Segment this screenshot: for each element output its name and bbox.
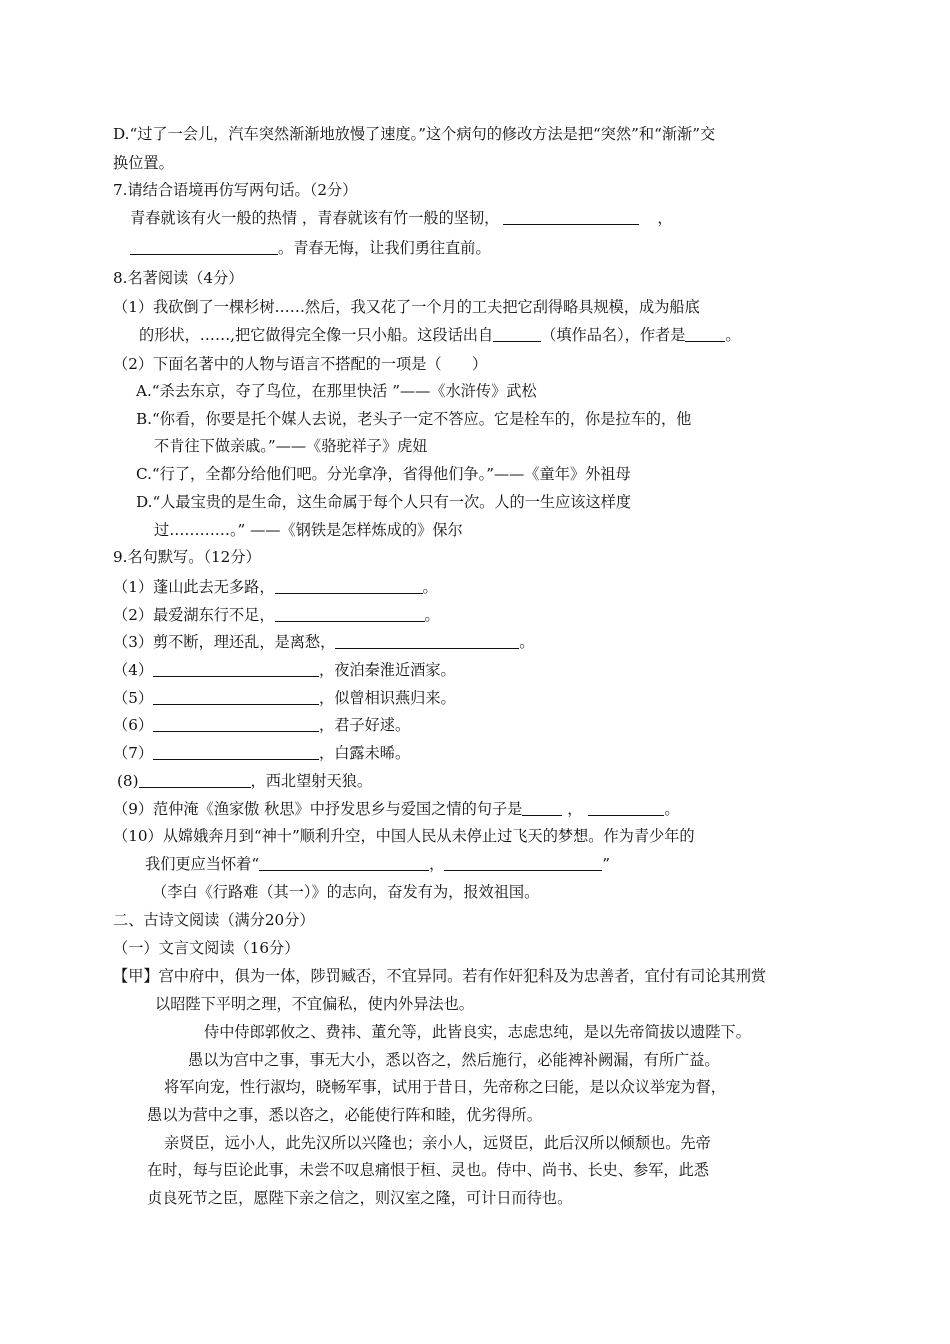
q8-option-d-line-1: D.“人最宝贵的是生命，这生命属于每个人只有一次。人的一生应该这样度 [136,493,632,511]
q9-blank-5[interactable] [153,689,319,705]
q7-line-b: 。青春无悔，让我们勇往直前。 [130,238,491,258]
q9-item-3: （3）剪不断，理还乱，是离愁， 。 [113,633,535,651]
q7-line-a: 青春就该有火一般的热情 ，青春就该有竹一般的坚韧， ， [130,209,673,227]
passage-jia-line-3: 侍中侍郎郭攸之、费祎、董允等，此皆良实，志虑忠纯，是以先帝简拔以遗陛下。 [204,1023,751,1041]
passage-jia-line-1: 【甲】宫中府中，俱为一体，陟罚臧否，不宜异同。若有作奸犯科及为忠善者，宜付有司论其刑赏 [113,967,767,985]
q9-blank-10b[interactable] [444,855,602,871]
q9-blank-3[interactable] [335,633,519,649]
q7-title: 7.请结合语境再仿写两句话。（2分） [113,181,358,199]
passage-jia-line-8: 在时，每与臣论此事，未尝不叹息痛恨于桓、灵也。侍中、尚书、长史、参军，此悉 [147,1161,709,1179]
q8-option-d-line-2: 过…………。” ——《钢铁是怎样炼成的》保尔 [154,521,463,539]
q9-item-5: （5） ，似曾相识燕归来。 [113,689,456,707]
option-d-line-2: 换位置。 [113,154,174,172]
q8-2-question: （2）下面名著中的人物与语言不搭配的一项是（ ） [113,355,488,373]
q9-item-10-line-c: （李白《行路难（其一）》的志向，奋发有为，报效祖国。 [152,883,540,901]
q9-item-8: (8) ，西北望射天狼。 [117,772,373,790]
q8-1-line-b: 的形状，……,把它做得完全像一只小船。这段话出自 （填作品名），作者是 。 [139,326,741,344]
q9-item-7: （7） ，白露未晞。 [113,744,411,762]
option-d-line-1: D.“过了一会儿，汽车突然渐渐地放慢了速度。”这个病句的修改方法是把“突然”和“渐渐”交 [113,125,716,143]
q9-item-6: （6） ，君子好逑。 [113,716,411,734]
passage-jia-line-6: 愚以为营中之事，悉以咨之，必能使行阵和睦，优劣得所。 [147,1106,542,1124]
q8-option-a: A.“杀去东京，夺了鸟位，在那里快活 ”——《水浒传》武松 [136,382,537,400]
q9-blank-4[interactable] [153,661,319,677]
q9-blank-6[interactable] [153,716,319,732]
passage-jia-line-9: 贞良死节之臣，愿陛下亲之信之，则汉室之隆，可计日而待也。 [147,1189,573,1207]
q8-blank-work[interactable] [493,326,541,342]
q9-blank-2[interactable] [275,606,425,622]
q7-blank-1[interactable] [503,209,639,225]
q9-blank-9a[interactable] [522,800,562,816]
q9-blank-9b[interactable] [588,800,664,816]
q9-item-10-line-a: （10）从嫦娥奔月到“神十”顺利升空，中国人民从未停止过飞天的梦想。作为青少年的 [113,827,695,845]
q8-blank-author[interactable] [685,326,725,342]
q9-blank-7[interactable] [153,744,319,760]
q9-title: 9.名句默写。（12分） [113,548,261,566]
passage-jia-line-2: 以昭陛下平明之理，不宜偏私，使内外异法也。 [155,995,474,1013]
q9-item-2: （2）最爱湖东行不足， 。 [113,606,440,624]
section-2-1-title: （一）文言文阅读（16分） [113,939,300,957]
q8-option-c: C.“行了，全都分给他们吧。分光拿净，省得他们争。”——《童年》外祖母 [136,465,631,483]
q9-item-10-line-b: 我们更应当怀着“ ， ” [145,855,611,873]
q9-blank-10a[interactable] [259,855,429,871]
passage-jia-line-4: 愚以为宫中之事，事无大小，悉以咨之，然后施行，必能裨补阙漏，有所广益。 [188,1051,720,1069]
q9-item-1: （1）蓬山此去无多路， 。 [113,578,438,596]
q9-blank-8[interactable] [139,772,251,788]
q9-item-9: （9）范仲淹《渔家傲 秋思》中抒发思乡与爱国之情的句子是 ， 。 [113,800,680,818]
q9-blank-1[interactable] [275,578,423,594]
q8-1-line-a: （1）我砍倒了一棵杉树……然后，我又花了一个月的工夫把它刮得略具规模，成为船底 [113,298,700,316]
q8-option-b-line-1: B.“你看，你要是托个媒人去说，老头子一定不答应。它是栓车的，你是拉车的，他 [136,410,692,428]
q7-blank-2[interactable] [130,239,278,255]
passage-jia-line-7: 亲贤臣，远小人，此先汉所以兴隆也；亲小人，远贤臣，此后汉所以倾颓也。先帝 [164,1134,711,1152]
section-2-title: 二、古诗文阅读（满分20分） [113,911,315,929]
q8-title: 8.名著阅读（4分） [113,269,244,287]
passage-jia-line-5: 将军向宠，性行淑均，晓畅军事，试用于昔日，先帝称之曰能，是以众议举宠为督， [164,1078,726,1096]
q8-option-b-line-2: 不肯往下做亲戚。”——《骆驼祥子》虎妞 [154,437,428,455]
q9-item-4: （4） ，夜泊秦淮近酒家。 [113,661,456,679]
